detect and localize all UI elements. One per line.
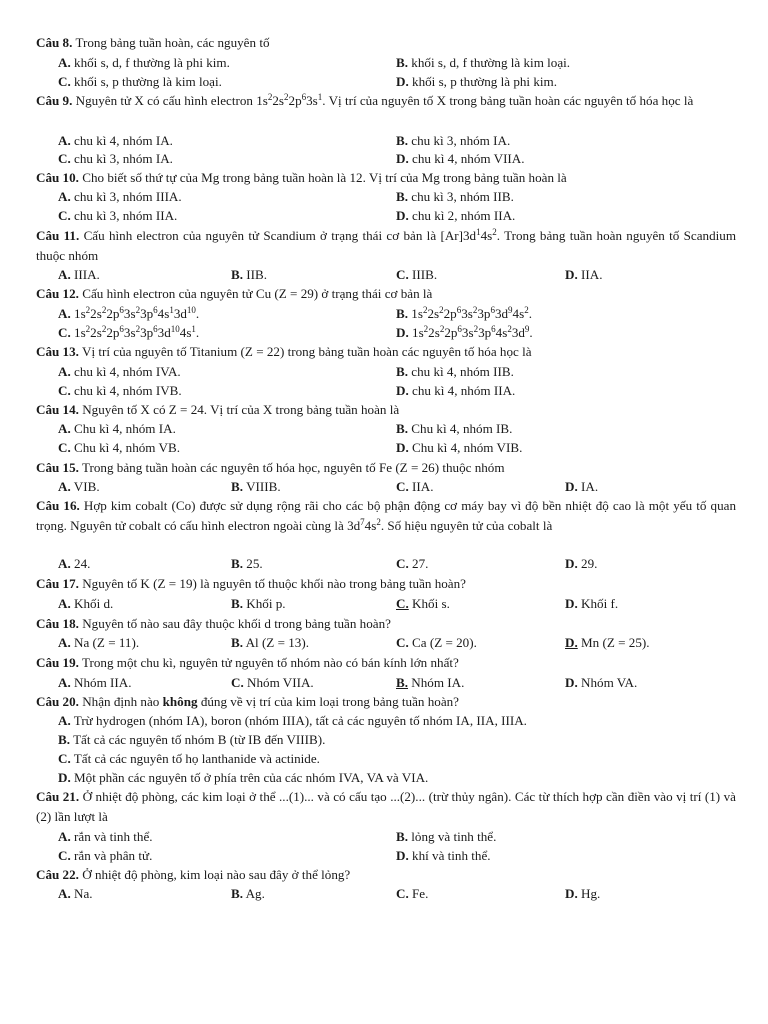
question-text: Cấu hình electron của nguyên tử Scandium ở trạng thái cơ bản là [83,228,441,243]
option-letter: A. [58,675,71,690]
option-letter: A. [58,133,71,148]
option-letter: D. [565,267,578,282]
option-letter: D. [565,675,578,690]
question-12 [36,287,736,300]
option-text: IIA. [581,267,603,282]
option-letter: A. [58,479,71,494]
option-text: chu kì 4, nhóm VIIA. [412,151,525,166]
option-letter: C. [58,751,71,766]
option-text: 24. [74,556,91,571]
option-letter: D. [396,440,409,455]
question-text: Cấu hình electron của nguyên tử Cu (Z = 29) ở trạng thái cơ bản là [82,286,433,301]
option-text: rắn và phân tử. [74,848,153,863]
option-letter: C. [58,74,71,89]
option-text: Khối s. [412,596,450,611]
question-number: Câu 18. [36,616,79,631]
option-text: VIB. [73,479,100,494]
option-text: Chu kì 4, nhóm VB. [74,440,180,455]
option-text: 29. [581,556,598,571]
option-letter: A. [58,306,71,321]
option-letter: C. [58,848,71,863]
option-letter: A. [58,364,71,379]
question-text: Trong bảng tuần hoàn, các nguyên tố [75,35,270,50]
option-letter: D. [396,74,409,89]
question-text: Trong một chu kì, nguyên tử nguyên tố nhóm nào có bán kính lớn nhất? [81,655,459,670]
option-letter: D. [565,596,578,611]
option-letter: C. [396,267,409,282]
emphasis-word: không [162,694,198,709]
option-letter: A. [58,596,71,611]
option-letter: B. [231,267,244,282]
option-letter: C. [396,556,409,571]
question-21 [36,787,736,827]
question-text: Nguyên tố nào sau đây thuộc khối d trong bảng tuần hoàn? [82,616,391,631]
option-text: chu kì 3, nhóm IA. [411,133,511,148]
option-text: Fe. [412,886,429,901]
option-letter: B. [231,635,244,650]
question-13 [36,345,736,358]
option-letter: C. [396,635,409,650]
option-text: Tất cả các nguyên tố họ lanthanide và actinide. [73,751,320,766]
option-letter: C. [396,886,409,901]
option-letter: B. [396,364,409,379]
option-text: Ca (Z = 20). [412,635,477,650]
option-letter: B. [58,732,71,747]
option-text: lỏng và tinh thể. [411,829,497,844]
option-text: $1s^22s^22p^63s^23p^64s^23d^9$. [412,324,533,340]
option-letter: A. [58,713,71,728]
question-17 [36,577,736,590]
question-text: Cho biết số thứ tự của Mg trong bảng tuần hoàn là 12. Vị trí của Mg trong bảng tuần hoàn là [82,170,567,185]
question-text: . Trong bảng tuần hoàn nguyên tố Scandium thuộc nhóm [36,228,737,263]
option-text: VIIIB. [246,479,281,494]
option-letter: C. [58,208,71,223]
question-text: . Số hiệu nguyên tử của cobalt là [380,518,553,533]
option-text: khối s, d, f thường là phi kim. [74,55,230,70]
option-text: chu kì 4, nhóm IVB. [74,383,182,398]
question-20-option-a [58,714,758,727]
question-text: Ở nhiệt độ phòng, kim loại nào sau đây ở thể lỏng? [82,867,351,882]
question-10 [36,171,736,184]
question-text: Vị trí của nguyên tố Titanium (Z = 22) trong bảng tuần hoàn các nguyên tố hóa học là [81,344,532,359]
question-20 [36,695,736,708]
option-text: Tất cả các nguyên tố nhóm B (từ IB đến VIIIB). [73,732,326,747]
question-text: Hợp kim cobalt (Co) được sử dụng rộng rãi cho các bộ phận động cơ máy bay vì độ bền nhiệt độ cao là một yếu tố quan trọng. Nguyên tử cobalt có cấu hình electron ngoài cùng là [36,498,736,533]
question-number: Câu 17. [36,576,79,591]
question-number: Câu 20. [36,694,79,709]
option-text: chu kì 4, nhóm IIA. [412,383,516,398]
question-22 [36,868,736,881]
question-20-option-c [58,752,758,765]
question-number: Câu 13. [36,344,79,359]
option-text: 25. [246,556,263,571]
question-text: đúng về vị trí của kim loại trong bảng tuần hoàn? [197,694,459,709]
option-letter: D. [58,770,71,785]
question-number: Câu 19. [36,655,79,670]
option-letter: A. [58,421,71,436]
question-14 [36,403,736,416]
option-text: Một phần các nguyên tố ở phía trên của các nhóm IVA, VA và VIA. [74,770,429,785]
question-15 [36,461,736,474]
question-text: Nguyên tử X có cấu hình electron [75,93,257,108]
option-letter: D. [396,325,409,340]
option-letter: C. [58,383,71,398]
option-text: Khối d. [74,596,114,611]
option-text: Khối f. [581,596,619,611]
question-text: Nguyên tố K (Z = 19) là nguyên tố thuộc khối nào trong bảng tuần hoàn? [82,576,466,591]
option-text: Trừ hydrogen (nhóm IA), boron (nhóm IIIA), tất cả các nguyên tố nhóm IA, IIA, IIIA. [73,713,527,728]
question-number: Câu 21. [36,789,80,804]
option-text: chu kì 3, nhóm IIB. [411,189,514,204]
option-letter: B. [396,133,409,148]
question-19 [36,656,736,669]
question-9 [36,91,736,111]
option-text: $1s^22s^22p^63s^23p^63d^94s^2$. [411,305,532,321]
option-text: Mn (Z = 25). [581,635,650,650]
option-letter: B. [396,306,409,321]
option-text: Al (Z = 13). [245,635,309,650]
option-letter: C. [58,151,71,166]
electron-config: $3d^74s^2$ [347,517,381,533]
option-text: chu kì 4, nhóm IIB. [411,364,514,379]
option-letter: D. [396,208,409,223]
option-text: Nhóm VA. [581,675,638,690]
option-letter: B. [231,479,244,494]
option-text: IA. [581,479,599,494]
question-number: Câu 16. [36,498,80,513]
electron-config: $[Ar]3d^14s^2$ [440,227,497,243]
question-11 [36,226,736,266]
option-letter: A. [58,189,71,204]
option-letter: B. [396,55,409,70]
question-text: Nguyên tố X có Z = 24. Vị trí của X trong bảng tuần hoàn là [82,402,400,417]
option-letter: C. [231,675,244,690]
option-text: chu kì 4, nhóm IA. [74,133,173,148]
option-text: rắn và tinh thể. [74,829,153,844]
option-text: Chu kì 4, nhóm IB. [411,421,513,436]
option-text: chu kì 2, nhóm IIA. [412,208,516,223]
option-letter: A. [58,635,71,650]
option-letter: D. [565,886,578,901]
option-letter: C. [58,325,71,340]
question-number: Câu 22. [36,867,79,882]
option-letter: A. [58,829,71,844]
option-letter: B. [231,886,244,901]
option-text: Chu kì 4, nhóm VIB. [412,440,523,455]
option-text: Na. [74,886,93,901]
question-16 [36,496,736,536]
electron-config: $1s^22s^22p^63s^1$ [256,92,323,108]
option-text: Ag. [245,886,265,901]
question-number: Câu 12. [36,286,79,301]
option-text: chu kì 3, nhóm IIIA. [74,189,182,204]
option-letter: C. [58,440,71,455]
option-letter: A. [58,886,71,901]
question-number: Câu 15. [36,460,79,475]
option-letter: A. [58,267,71,282]
option-text: IIB. [246,267,268,282]
option-letter: B. [396,189,409,204]
question-number: Câu 11. [36,228,80,243]
option-letter: B. [396,675,409,690]
option-text: khối s, d, f thường là kim loại. [411,55,571,70]
option-letter: A. [58,55,71,70]
option-text: chu kì 3, nhóm IA. [74,151,173,166]
option-letter: D. [565,479,578,494]
option-letter: B. [231,596,244,611]
option-text: chu kì 3, nhóm IIA. [74,208,178,223]
question-8 [36,36,736,49]
option-letter: D. [396,383,409,398]
question-text: Trong bảng tuần hoàn các nguyên tố hóa học, nguyên tố Fe (Z = 26) thuộc nhóm [81,460,505,475]
option-text: IIIA. [74,267,100,282]
option-text: Hg. [581,886,601,901]
option-letter: C. [396,596,409,611]
question-text: Nhận định nào [82,694,163,709]
option-letter: D. [396,848,409,863]
option-letter: D. [565,635,578,650]
option-text: $1s^22s^22p^63s^23p^64s^13d^{10}$. [74,305,200,321]
option-text: $1s^22s^22p^63s^23p^63d^{10}4s^1$. [74,324,200,340]
question-20-option-b [58,733,758,746]
option-text: Na (Z = 11). [74,635,140,650]
question-number: Câu 14. [36,402,79,417]
option-letter: D. [565,556,578,571]
question-text: Ở nhiệt độ phòng, các kim loại ở thể ...(1)... và có cấu tạo ...(2)... (trừ thủy ngân). Các từ thích hợp cần điền vào vị trí (1) và (2) lần lượt là [36,789,736,824]
option-letter: B. [396,829,409,844]
question-18 [36,617,736,630]
option-text: Nhóm VIIA. [247,675,314,690]
option-text: IIIB. [412,267,438,282]
option-letter: C. [396,479,409,494]
question-number: Câu 8. [36,35,73,50]
option-letter: D. [396,151,409,166]
option-text: Chu kì 4, nhóm IA. [74,421,176,436]
option-letter: B. [231,556,244,571]
question-number: Câu 10. [36,170,79,185]
option-text: Khối p. [246,596,286,611]
option-text: khí và tinh thể. [412,848,491,863]
option-text: chu kì 4, nhóm IVA. [74,364,181,379]
option-letter: A. [58,556,71,571]
option-text: IIA. [412,479,434,494]
option-text: khối s, p thường là phi kim. [412,74,557,89]
option-letter: B. [396,421,409,436]
question-text: . Vị trí của nguyên tố X trong bảng tuần hoàn các nguyên tố hóa học là [322,93,694,108]
question-number: Câu 9. [36,93,73,108]
option-text: 27. [412,556,429,571]
option-text: Nhóm IA. [411,675,465,690]
question-20-option-d [58,771,758,784]
option-text: Nhóm IIA. [74,675,132,690]
option-text: khối s, p thường là kim loại. [74,74,222,89]
